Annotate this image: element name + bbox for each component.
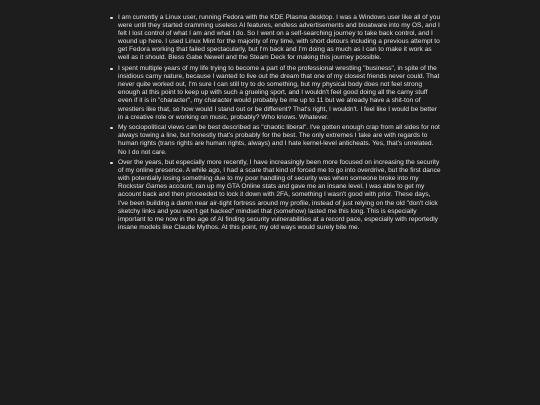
paragraph-linux: I am currently a Linux user, running Fedora with the KDE Plasma desktop. I was a Windows user like all of you were until they started cramming useless AI features, endless advertisements and bloatware into my OS, and I felt I lost control of what I am and what I do. So I went on a self-searching journey to take back control, and I wound up here. I used Linux Mint for the majority of my time, with short detours including a previous attempt to get Fedora working that failed spectacularly, but I'm back and I'm doing as much as I can to make it work as well as it should. Bless Gabe Newell and the Steam Deck for making this journey possible. (118, 14, 441, 62)
list-item-politics (118, 124, 441, 156)
paragraph-wrestling: I spent multiple years of my life trying to become a part of the professional wrestling "business", in spite of the insidious carny nature, because I wanted to live out the dream that one of my closest friends never could. That never quite worked out, I'm sure I can still try to do something, but my physical body does not feel strong enough at this point to keep up with such a grueling sport, and I wouldn't feel good doing all the carny stuff even if it is in "character", my character would probably be me up to 11 but we already have a shit-ton of wrestlers like that, so how would I stand out or be different? That's right, I wouldn't. I feel like I would be better in a creative role or working on music, probably? Who knows. Whatever. (118, 65, 440, 121)
bullet-marker (110, 68, 113, 71)
list-item-linux (118, 14, 441, 63)
bullet-marker (110, 127, 113, 130)
bio-list (109, 14, 441, 232)
bullet-marker (110, 162, 113, 165)
list-item-wrestling (118, 65, 441, 122)
list-item-security (118, 159, 441, 232)
bio-content (109, 14, 441, 234)
paragraph-security: Over the years, but especially more recently, I have increasingly been more focused on increasing the security of my online presence. A while ago, I had a scare that kind of forced me to go into overdrive, but the first dance with potentially losing something due to my poor handling of security was when someone broke into my Rockstar Games account, ran up my GTA Online stats and gave me an insane level. I was able to get my account back and then proceeded to lock it down with 2FA, something I wasn't good with prior. These days, I've been building a damn near air-tight fortress around my profile, instead of just relying on the old "don't click sketchy links and you won't get hacked" mindset that (somehow) lasted me this long. This is especially important to me now in the age of AI finding security vulnerabilities at a record pace, especially with reportedly insane models like Claude Mythos. At this point, my old ways would surely bite me. (118, 159, 441, 231)
paragraph-politics: My sociopolitical views can be best described as "chaotic liberal". I've gotten enough crap from all sides for not always towing a line, but honestly that's probably for the best. The only extremes I take are with regards to human rights (trans rights are human rights, always) and I hate kernel-level anticheats. Yes, that's unrelated. No I do not care. (118, 124, 440, 156)
bullet-marker (110, 17, 113, 20)
